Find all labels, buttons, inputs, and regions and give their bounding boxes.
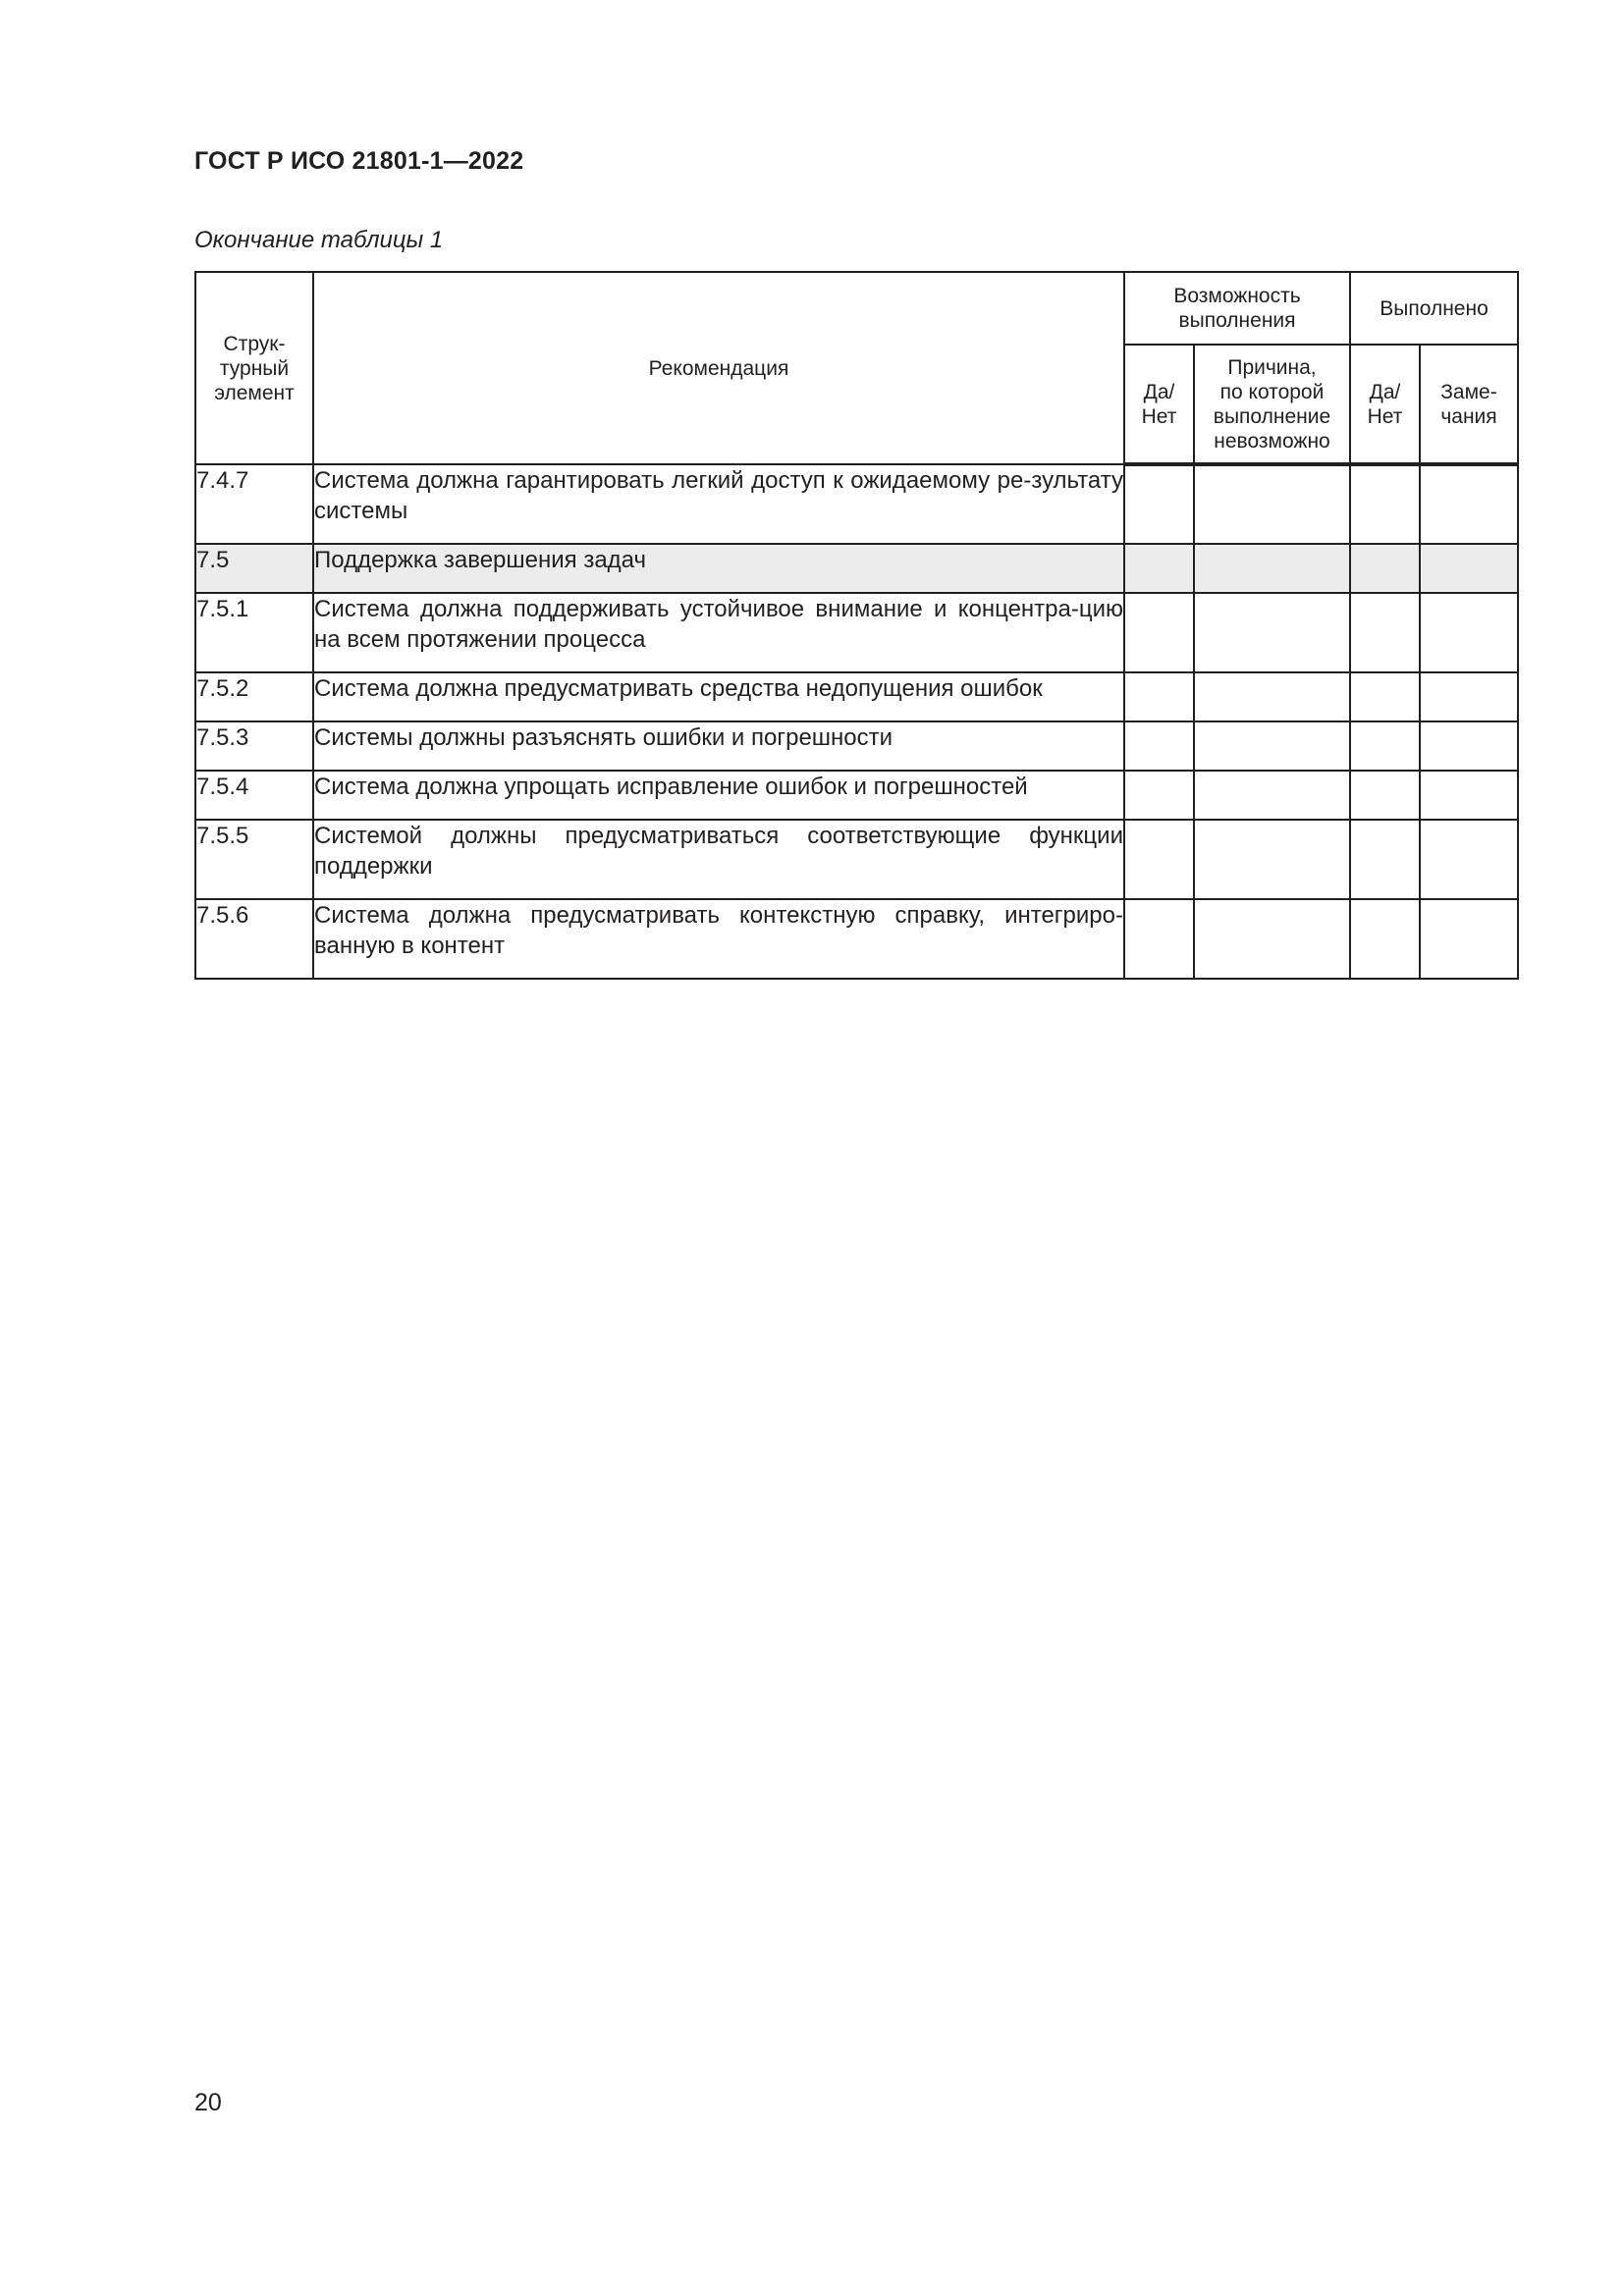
row-recommendation: Система должна гарантировать легкий доступ к ожидаемому ре-зультату системы	[313, 464, 1124, 544]
cell-possibility-yes-no	[1124, 544, 1194, 593]
table-row	[195, 820, 1518, 899]
cell-reason	[1194, 899, 1350, 979]
cell-remarks	[1420, 672, 1518, 721]
page-number: 20	[194, 2089, 222, 2116]
header-recommendation-label: Рекомендация	[648, 356, 789, 380]
header-row-top	[195, 272, 1518, 345]
recommendations-table	[194, 271, 1519, 980]
row-code: 7.5.1	[195, 593, 313, 672]
cell-possibility-yes-no	[1124, 464, 1194, 544]
cell-done-yes-no	[1350, 672, 1420, 721]
row-recommendation: Система должна упрощать исправление ошибок и погрешностей	[313, 771, 1124, 820]
row-code: 7.5.2	[195, 672, 313, 721]
row-recommendation: Системы должны разъяснять ошибки и погрешности	[313, 721, 1124, 771]
cell-remarks	[1420, 593, 1518, 672]
cell-possibility-yes-no	[1124, 771, 1194, 820]
cell-done-yes-no	[1350, 544, 1420, 593]
document-title: ГОСТ Р ИСО 21801-1—2022	[194, 147, 524, 175]
cell-reason	[1194, 672, 1350, 721]
cell-possibility-yes-no	[1124, 899, 1194, 979]
header-done-label: Выполнено	[1380, 296, 1489, 320]
row-code: 7.5.3	[195, 721, 313, 771]
cell-remarks	[1420, 899, 1518, 979]
cell-reason	[1194, 544, 1350, 593]
table-row-section	[195, 544, 1518, 593]
cell-possibility-yes-no	[1124, 721, 1194, 771]
cell-remarks	[1420, 820, 1518, 899]
header-reason	[1194, 345, 1350, 464]
row-recommendation: Системой должны предусматриваться соответствующие функции поддержки	[313, 820, 1124, 899]
table-caption: Окончание таблицы 1	[194, 227, 444, 253]
cell-done-yes-no	[1350, 464, 1420, 544]
row-recommendation: Система должна предусматривать контекстную справку, интегриро-ванную в контент	[313, 899, 1124, 979]
cell-done-yes-no	[1350, 820, 1420, 899]
cell-done-yes-no	[1350, 721, 1420, 771]
row-recommendation: Поддержка завершения задач	[313, 544, 1124, 593]
cell-remarks	[1420, 544, 1518, 593]
table-row	[195, 899, 1518, 979]
table-row	[195, 771, 1518, 820]
cell-possibility-yes-no	[1124, 672, 1194, 721]
cell-possibility-yes-no	[1124, 820, 1194, 899]
cell-reason	[1194, 593, 1350, 672]
cell-done-yes-no	[1350, 771, 1420, 820]
row-recommendation: Система должна поддерживать устойчивое внимание и концентра-цию на всем протяжении процесса	[313, 593, 1124, 672]
table-row	[195, 672, 1518, 721]
cell-remarks	[1420, 721, 1518, 771]
table-row	[195, 721, 1518, 771]
row-recommendation: Система должна предусматривать средства недопущения ошибок	[313, 672, 1124, 721]
header-possibility-yes-no	[1124, 345, 1194, 464]
header-remarks	[1420, 345, 1518, 464]
header-reason-label: Причина, по которой выполнение невозможно	[1213, 355, 1331, 453]
cell-reason	[1194, 721, 1350, 771]
cell-remarks	[1420, 464, 1518, 544]
cell-reason	[1194, 820, 1350, 899]
header-recommendation	[313, 272, 1124, 464]
header-done-yes-no	[1350, 345, 1420, 464]
cell-remarks	[1420, 771, 1518, 820]
cell-done-yes-no	[1350, 899, 1420, 979]
header-done	[1350, 272, 1518, 345]
header-possibility-label: Возможность выполнения	[1173, 285, 1301, 332]
table-row	[195, 593, 1518, 672]
row-code: 7.5.6	[195, 899, 313, 979]
row-code: 7.5	[195, 544, 313, 593]
header-possibility-yes-no-label: Да/ Нет	[1141, 380, 1177, 428]
header-done-yes-no-label: Да/ Нет	[1367, 380, 1403, 428]
header-remarks-label: Заме- чания	[1440, 380, 1497, 428]
cell-possibility-yes-no	[1124, 593, 1194, 672]
header-element-label: Струк- турный элемент	[214, 332, 295, 404]
cell-reason	[1194, 771, 1350, 820]
header-possibility	[1124, 272, 1350, 345]
row-code: 7.5.4	[195, 771, 313, 820]
cell-done-yes-no	[1350, 593, 1420, 672]
row-code: 7.4.7	[195, 464, 313, 544]
header-element	[195, 272, 313, 464]
cell-reason	[1194, 464, 1350, 544]
row-code: 7.5.5	[195, 820, 313, 899]
table-row	[195, 464, 1518, 544]
